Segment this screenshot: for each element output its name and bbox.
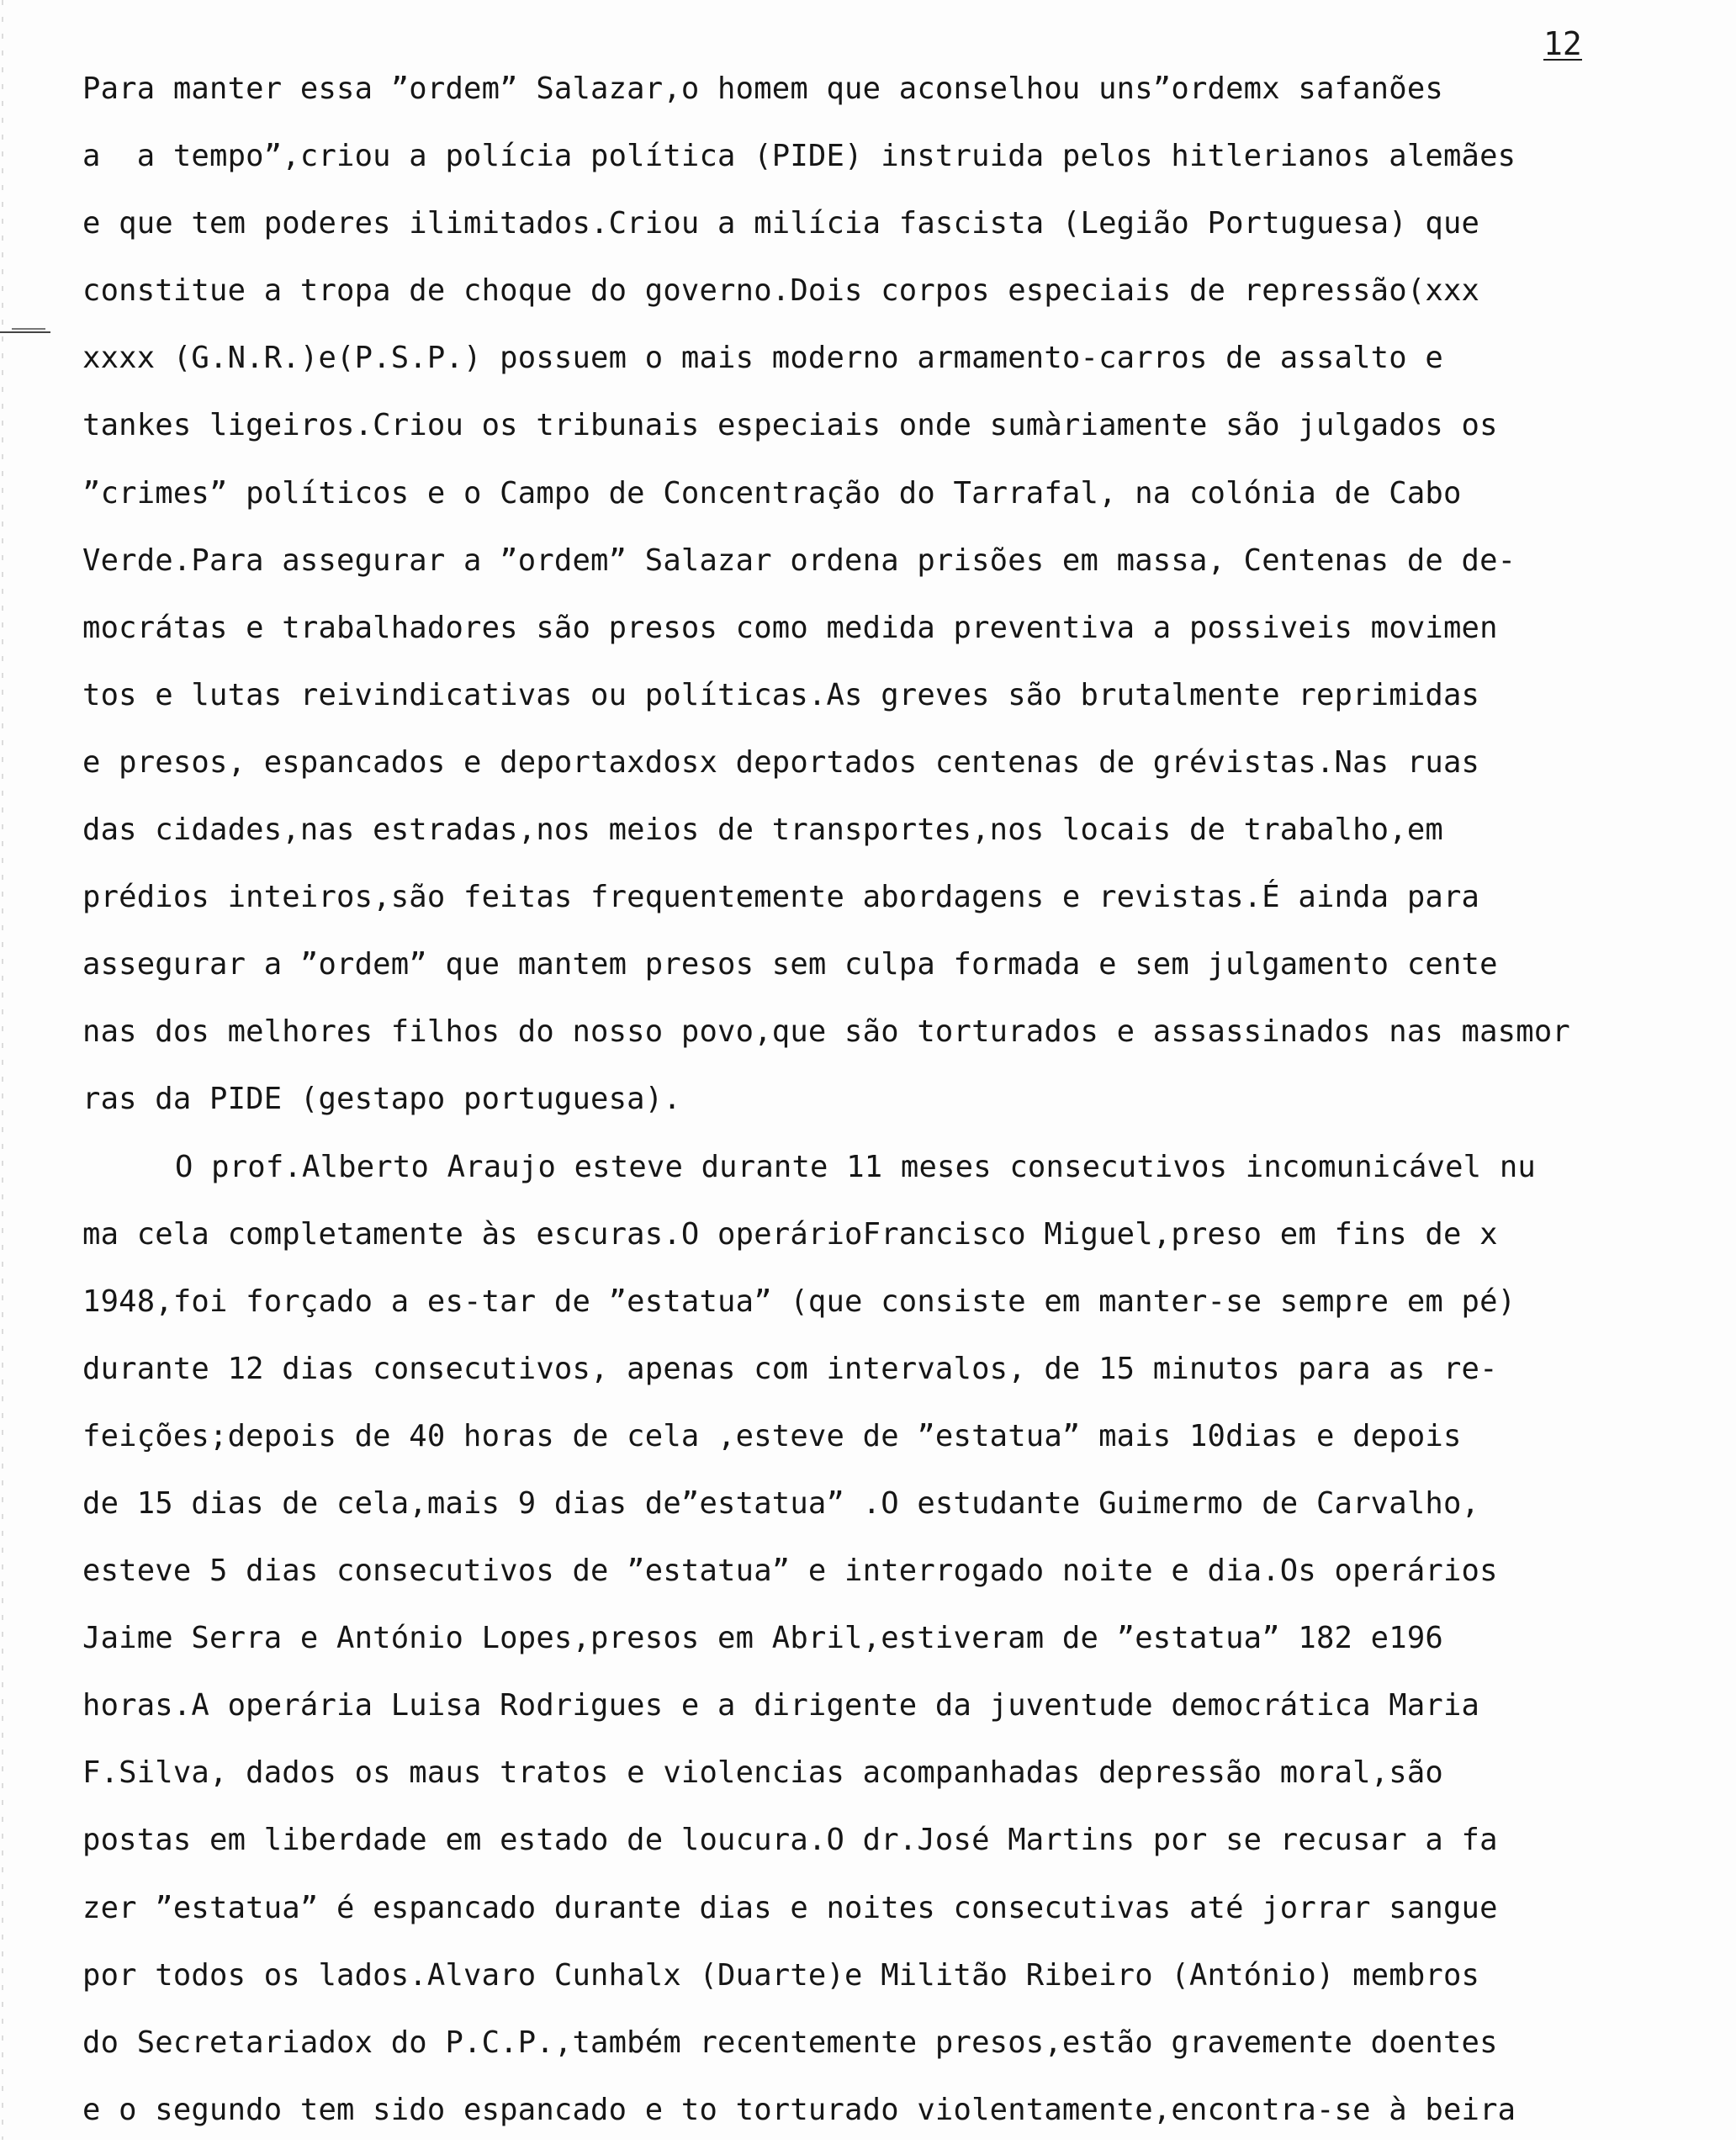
margin-mark-secondary [12, 328, 45, 330]
text-line: ma cela completamente às escuras.O operárioFrancisco Miguel,preso em fins de x [82, 1216, 1498, 1252]
text-line: assegurar a ”ordem” que mantem presos sem culpa formada e sem julgamento cente [82, 947, 1498, 982]
text-line: esteve 5 dias consecutivos de ”estatua” e interrogado noite e dia.Os operários [82, 1554, 1498, 1589]
text-line: a a tempo”,criou a polícia política (PIDE) instruida pelos hitlerianos alemães [82, 139, 1516, 174]
text-line: Verde.Para assegurar a ”ordem” Salazar ordena prisões em massa, Centenas de de- [82, 543, 1516, 578]
text-line: zer ”estatua” é espancado durante dias e noites consecutivas até jorrar sangue [82, 1890, 1498, 1925]
text-line: feições;depois de 40 horas de cela ,esteve de ”estatua” mais 10dias e depois [82, 1418, 1462, 1453]
page-number: 12 [1543, 25, 1582, 62]
text-line: de 15 dias de cela,mais 9 dias de”estatua” .O estudante Guimermo de Carvalho, [82, 1485, 1480, 1521]
typewritten-body [82, 56, 1706, 2144]
text-line: por todos os lados.Alvaro Cunhalx (Duarte)e Militão Ribeiro (António) membros [82, 1957, 1480, 1993]
text-line: tos e lutas reivindicativas ou políticas.As greves são brutalmente reprimidas [82, 677, 1480, 712]
text-line: durante 12 dias consecutivos, apenas com intervalos, de 15 minutos para as re- [82, 1351, 1498, 1386]
text-line: Para manter essa ”ordem” Salazar,o homem que aconselhou uns”ordemx safanões [82, 71, 1443, 106]
text-line: postas em liberdade em estado de loucura.O dr.José Martins por se recusar a fa [82, 1823, 1498, 1858]
margin-mark [0, 331, 50, 333]
text-line: 1948,foi forçado a es-tar de ”estatua” (que consiste em manter-se sempre em pé) [82, 1284, 1516, 1319]
text-line: ”crimes” políticos e o Campo de Concentração do Tarrafal, na colónia de Cabo [82, 475, 1462, 511]
text-line: horas.A operária Luisa Rodrigues e a dirigente da juventude democrática Maria [82, 1688, 1480, 1723]
text-line: mocrátas e trabalhadores são presos como medida preventiva a possiveis movimen [82, 610, 1498, 645]
page-binding-edge [2, 0, 3, 2140]
text-line: F.Silva, dados os maus tratos e violencias acompanhadas depressão moral,são [82, 1755, 1443, 1791]
text-line: nas dos melhores filhos do nosso povo,que são torturados e assassinados nas masmor [82, 1014, 1570, 1050]
text-line: das cidades,nas estradas,nos meios de transportes,nos locais de trabalho,em [82, 813, 1443, 848]
text-line: ras da PIDE (gestapo portuguesa). [82, 1082, 681, 1117]
text-line: prédios inteiros,são feitas frequentemente abordagens e revistas.É ainda para [82, 880, 1480, 915]
text-line: xxxx (G.N.R.)e(P.S.P.) possuem o mais moderno armamento-carros de assalto e [82, 341, 1443, 376]
text-line: e que tem poderes ilimitados.Criou a milícia fascista (Legião Portuguesa) que [82, 206, 1480, 241]
text-line: e presos, espancados e deportaxdosx deportados centenas de grévistas.Nas ruas [82, 744, 1480, 780]
text-line: e o segundo tem sido espancado e to torturado violentamente,encontra-se à beira [82, 2092, 1516, 2127]
text-line: do Secretariadox do P.C.P.,também recentemente presos,estão gravemente doentes [82, 2025, 1498, 2060]
text-line: tankes ligeiros.Criou os tribunais especiais onde sumàriamente são julgados os [82, 408, 1498, 443]
paragraph-start-line: O prof.Alberto Araujo esteve durante 11 meses consecutivos incomunicável nu [175, 1149, 1536, 1184]
text-line: Jaime Serra e António Lopes,presos em Abril,estiveram de ”estatua” 182 e196 [82, 1621, 1443, 1656]
text-line: constitue a tropa de choque do governo.Dois corpos especiais de repressão(xxx [82, 273, 1480, 309]
